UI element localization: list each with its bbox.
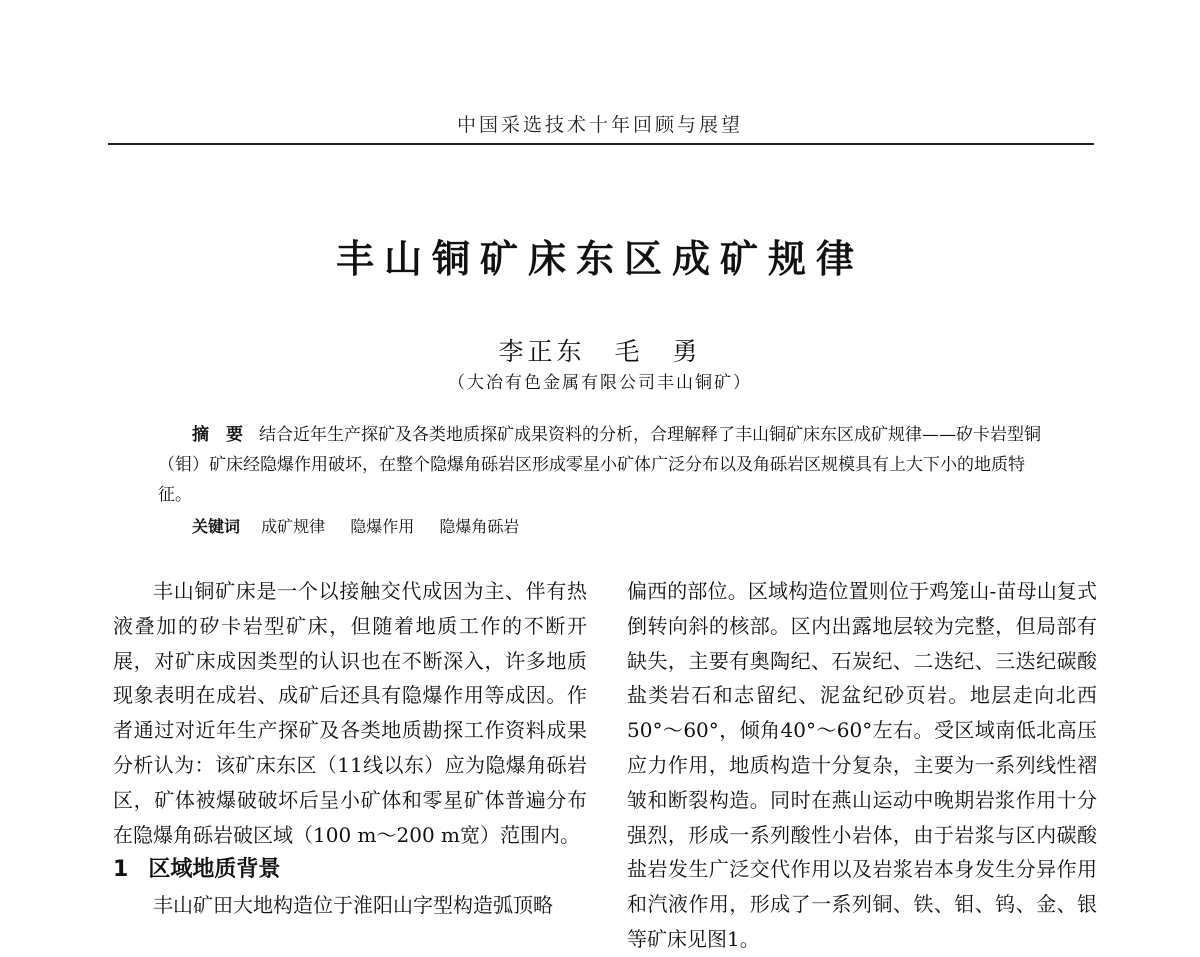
running-header: 中国采选技术十年回顾与展望 [456,114,743,136]
keyword-item: 成矿规律 [261,517,326,536]
abstract-label: 摘 要 [192,425,243,445]
left-column [113,574,587,923]
abstract-text: 结合近年生产探矿及各类地质探矿成果资料的分析，合理解释了丰山铜矿床东区成矿规律——矽卡岩型铜（钼）矿床经隐爆作用破坏，在整个隐爆角砾岩区形成零星小矿体广泛分布以及角砾岩区规模具有上大下小的地质特征。 [158,425,1041,505]
paper-title: 丰山铜矿床东区成矿规律 [335,236,864,281]
right-column-paragraph: 偏西的部位。区域构造位置则位于鸡笼山-苗母山复式倒转向斜的核部。区内出露地层较为完整，但局部有缺失，主要有奥陶纪、石炭纪、二迭纪、三迭纪碳酸盐类岩石和志留纪、泥盆纪砂页岩。地层走向北西50°～60°，倾角40°～60°左右。受区域南低北高压应力作用，地质构造十分复杂，主要为一系列线性褶皱和断裂构造。同时在燕山运动中晚期岩浆作用十分强烈，形成一系列酸性小岩体，由于岩浆与区内碳酸盐岩发生广泛交代作用以及岩浆岩本身发生分异作用和汽液作用，形成了一系列铜、铁、钼、钨、金、银等矿床见图1。 [627,579,1097,951]
keywords [192,512,539,542]
header-rule [108,143,1094,145]
intro-paragraph: 丰山铜矿床是一个以接触交代成因为主、伴有热液叠加的矽卡岩型矿床，但随着地质工作的不断开展，对矿床成因类型的认识也在不断深入，许多地质现象表明在成岩、成矿后还具有隐爆作用等成因。作者通过对近年生产探矿及各类地质勘探工作资料成果分析认为：该矿床东区（11线以东）应为隐爆角砾岩区，矿体被爆破破坏后呈小矿体和零星矿体普遍分布在隐爆角砾岩破区域（100 m～200 m宽）范围内。 [113,579,587,847]
right-column [627,574,1097,957]
section-heading [113,852,587,888]
section-title: 区域地质背景 [148,857,281,883]
affiliation: （大冶有色金属有限公司丰山铜矿） [448,373,752,393]
section-number: 1 [113,857,129,883]
section-paragraph: 丰山矿田大地构造位于淮阳山字型构造弧顶略 [153,893,553,918]
keyword-item: 隐爆作用 [350,517,415,536]
authors: 李正东 毛 勇 [498,337,702,366]
abstract [158,420,1058,510]
keywords-label: 关键词 [192,517,241,536]
keyword-item: 隐爆角砾岩 [439,517,520,536]
